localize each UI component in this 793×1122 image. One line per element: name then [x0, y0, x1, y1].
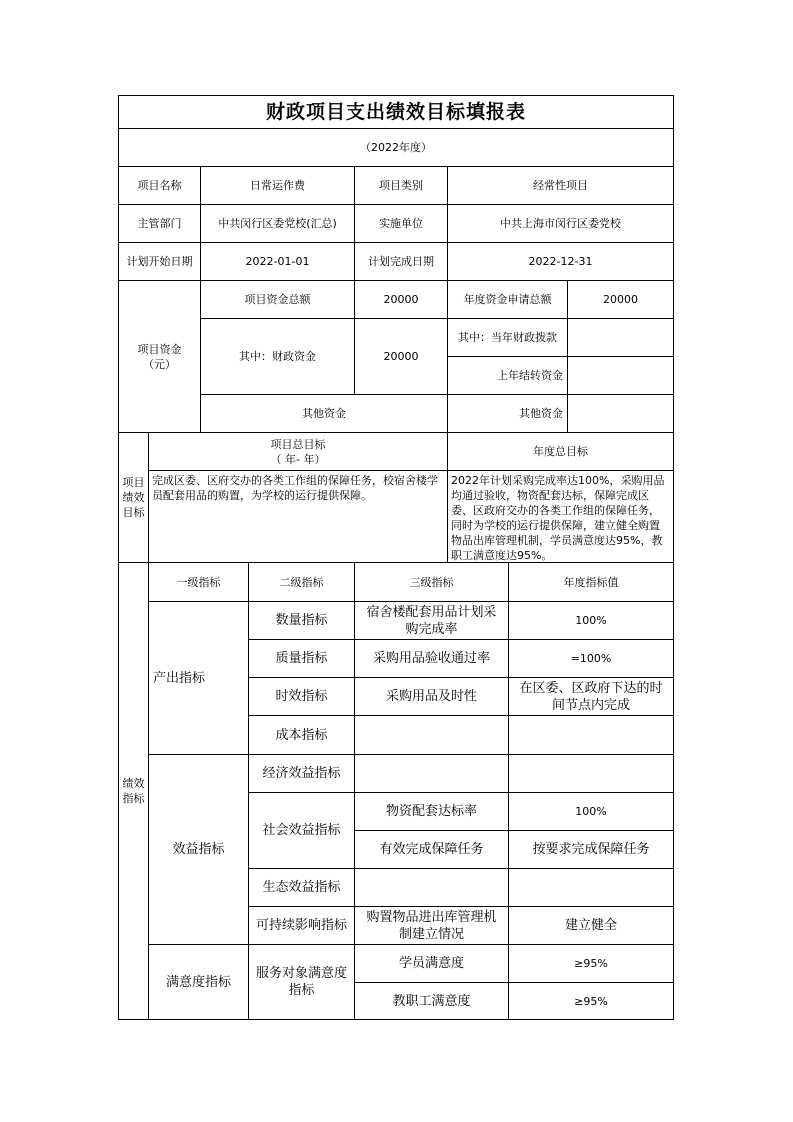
value-quantity: 100% [575, 614, 607, 627]
funds-carry-value [568, 357, 673, 394]
level3-student: 学员满意度 [398, 956, 464, 971]
value-cost [509, 716, 673, 754]
level3-quantity: 宿舍楼配套用品计划采 购完成率 [366, 604, 497, 637]
funds-other-label-left: 其他资金 [302, 407, 346, 420]
end-date-value: 2022-12-31 [528, 255, 593, 268]
funds-label: 项目资金 （元） [137, 342, 182, 371]
impl-label: 实施单位 [379, 217, 423, 230]
level1-satisfaction: 满意度指标 [165, 974, 231, 990]
level3-social-1: 物资配套达标率 [385, 804, 477, 819]
start-date-value: 2022-01-01 [245, 255, 310, 268]
level2-economic: 经济效益指标 [262, 766, 341, 781]
funds-fiscal-value: 20000 [383, 350, 419, 363]
level1-output: 产出指标 [153, 670, 206, 686]
level3-economic [355, 755, 508, 792]
value-economic [509, 755, 673, 792]
level3-staff: 教职工满意度 [392, 993, 471, 1009]
project-name-value: 日常运作费 [250, 179, 305, 192]
value-staff: ≥95% [574, 994, 608, 1008]
end-date-label: 计划完成日期 [368, 255, 434, 268]
funds-fiscal-label: 其中：财政资金 [239, 350, 316, 363]
level3-sustainable: 购置物品进出库管理机 制建立情况 [366, 909, 497, 942]
header-value: 年度指标值 [563, 575, 619, 589]
value-quality: =100% [570, 652, 612, 665]
goals-overall-header: 项目总目标 （ 年- 年） [270, 437, 326, 466]
level3-social-2: 有效完成保障任务 [379, 842, 484, 857]
level2-quality: 质量指标 [275, 651, 328, 666]
funds-carry-label: 上年结转资金 [497, 369, 563, 382]
funds-annual-label: 年度资金申请总额 [463, 293, 552, 306]
level2-ecological: 生态效益指标 [262, 880, 341, 895]
goals-annual-text: 2022年计划采购完成率达100%，采购用品均通过验收，物资配套达标，保障完成区委、区政府交办的各类工作组的保障任务，同时为学校的运行提供保障，建立健全购置物品出库管理机制，学员满意度达95%，教职工满意度达95%。 [451, 474, 665, 562]
dept-label: 主管部门 [137, 217, 182, 230]
value-student: ≥95% [574, 957, 608, 970]
value-social-1: 100% [575, 805, 607, 818]
funds-current-value [568, 319, 673, 356]
year-label: （2022年度） [360, 141, 432, 154]
funds-other-label-right: 其他资金 [519, 407, 563, 420]
level1-benefit: 效益指标 [172, 842, 225, 857]
level2-sustainable: 可持续影响指标 [255, 918, 347, 933]
funds-annual-value: 20000 [603, 293, 638, 306]
impl-value: 中共上海市闵行区委党校 [500, 217, 621, 230]
header-level2: 二级指标 [279, 575, 324, 589]
page-title: 财政项目支出绩效目标填报表 [265, 100, 526, 123]
level2-cost: 成本指标 [275, 727, 328, 743]
goals-overall-text: 完成区委、区府交办的各类工作组的保障任务，校宿舍楼学员配套用品的购置，为学校的运行提供保障。 [152, 474, 438, 502]
project-type-value: 经常性项目 [533, 179, 588, 192]
goals-annual-header: 年度总目标 [533, 445, 588, 458]
value-sustainable: 建立健全 [564, 918, 617, 933]
level2-quantity: 数量指标 [275, 613, 328, 628]
header-level3: 三级指标 [409, 575, 454, 589]
funds-current-label: 其中：当年财政拨款 [458, 331, 557, 344]
level3-quality: 采购用品验收通过率 [372, 651, 490, 666]
indicators-label: 绩效 指标 [122, 777, 145, 805]
level2-timeliness: 时效指标 [275, 689, 328, 704]
dept-value: 中共闵行区委党校(汇总) [218, 217, 337, 230]
start-date-label: 计划开始日期 [126, 255, 193, 268]
project-type-label: 项目类别 [379, 179, 423, 192]
level2-social: 社会效益指标 [262, 823, 341, 838]
funds-other-value [568, 395, 673, 432]
level3-cost [355, 716, 508, 754]
funds-total-value: 20000 [383, 293, 419, 306]
project-name-label: 项目名称 [137, 179, 182, 192]
level3-ecological [355, 869, 508, 906]
header-level1: 一级指标 [176, 575, 221, 589]
value-timeliness: 在区委、区政府下达的时 间节点内完成 [519, 680, 663, 713]
level2-service: 服务对象满意度 指标 [255, 966, 347, 998]
level3-timeliness: 采购用品及时性 [385, 689, 477, 704]
value-social-2: 按要求完成保障任务 [532, 842, 650, 857]
value-ecological [509, 869, 673, 906]
goals-label: 项目 绩效 目标 [122, 476, 145, 519]
funds-total-label: 项目资金总额 [244, 293, 311, 306]
